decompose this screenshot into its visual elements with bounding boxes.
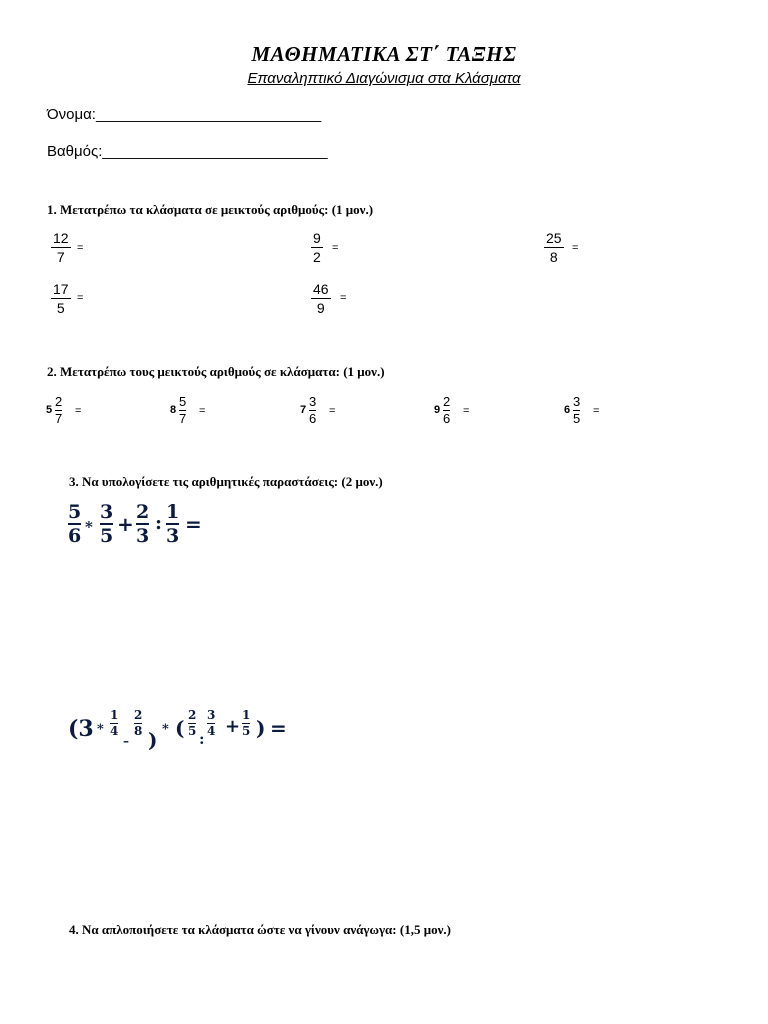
expr2-fraction-c: 2 5: [188, 708, 197, 738]
q2-whole-1: 5: [46, 404, 53, 416]
expr1-plus: +: [117, 512, 134, 536]
expr2-equals: =: [270, 716, 287, 740]
expr2-close-paren-2: ): [256, 716, 266, 740]
page-title: ΜΑΘΗΜΑΤΙΚΑ ΣΤ΄ ΤΑΞΗΣ: [251, 42, 517, 66]
q2-fraction-1: 2 7: [55, 394, 63, 426]
expr1-fraction-2: 3 5: [100, 501, 114, 547]
q2-whole-3: 7: [300, 404, 307, 416]
question-4-text: 4. Να απλοποιήσετε τα κλάσματα ώστε να γίνουν ανάγωγα: (1,5 μον.): [69, 922, 451, 937]
q2-equals-2: =: [199, 405, 206, 417]
q1-equals-5: =: [340, 292, 347, 304]
name-field: Όνομα:___________________________: [47, 106, 322, 123]
expr2-fraction-b: 2 8: [134, 708, 143, 738]
expr1-fraction-4: 1 3: [166, 501, 180, 547]
q1-equals-3: =: [572, 242, 579, 254]
expr1-multiply: *: [85, 518, 93, 536]
q1-equals-4: =: [77, 292, 84, 304]
question-2-text: 2. Μετατρέπω τους μεικτούς αριθμούς σε κλάσματα: (1 μον.): [47, 364, 385, 379]
expr2-fraction-a: 1 4: [110, 708, 119, 738]
expr1-divide: :: [155, 512, 163, 534]
expr2-fraction-e: 1 5: [242, 708, 251, 738]
q2-equals-4: =: [463, 405, 470, 417]
page-subtitle: Επαναληπτικό Διαγώνισμα στα Κλάσματα: [247, 70, 521, 87]
q2-equals-5: =: [593, 405, 600, 417]
q2-equals-3: =: [329, 405, 336, 417]
expr2-minus: –: [123, 734, 129, 748]
expr2-close-paren-1: ): [148, 728, 158, 752]
grade-field: Βαθμός:___________________________: [47, 143, 328, 160]
expr2-multiply-1: *: [97, 722, 104, 737]
expr1-fraction-3: 2 3: [136, 501, 150, 547]
q1-fraction-4: 17 5: [53, 281, 69, 316]
expr2-open-paren-2: (: [175, 716, 185, 740]
expr1-equals: =: [185, 512, 202, 536]
q2-whole-5: 6: [564, 404, 571, 416]
expr2-plus: +: [225, 716, 241, 737]
question-1-text: 1. Μετατρέπω τα κλάσματα σε μεικτούς αριθμούς: (1 μον.): [47, 202, 374, 217]
q2-fraction-4: 2 6: [443, 394, 451, 426]
expr2-colon: :: [199, 730, 205, 748]
q2-fraction-5: 3 5: [573, 394, 581, 426]
q1-fraction-1: 12 7: [53, 230, 69, 265]
q1-fraction-3: 25 8: [546, 230, 562, 265]
q1-fraction-5: 46 9: [313, 281, 329, 316]
q1-equals-2: =: [332, 242, 339, 254]
expr2-multiply-2: *: [162, 722, 169, 737]
q1-equals-1: =: [77, 242, 84, 254]
q1-fraction-2: 9 2: [313, 230, 321, 265]
q2-fraction-3: 3 6: [309, 394, 317, 426]
expr1-fraction-1: 5 6: [68, 501, 82, 547]
q2-whole-4: 9: [434, 404, 441, 416]
expr2-fraction-d: 3 4: [207, 708, 216, 738]
q2-equals-1: =: [75, 405, 82, 417]
q2-whole-2: 8: [170, 404, 177, 416]
expr2-open-paren-3: (3: [68, 716, 94, 742]
q2-fraction-2: 5 7: [179, 394, 187, 426]
question-3-text: 3. Να υπολογίσετε τις αριθμητικές παραστάσεις: (2 μον.): [69, 474, 383, 489]
